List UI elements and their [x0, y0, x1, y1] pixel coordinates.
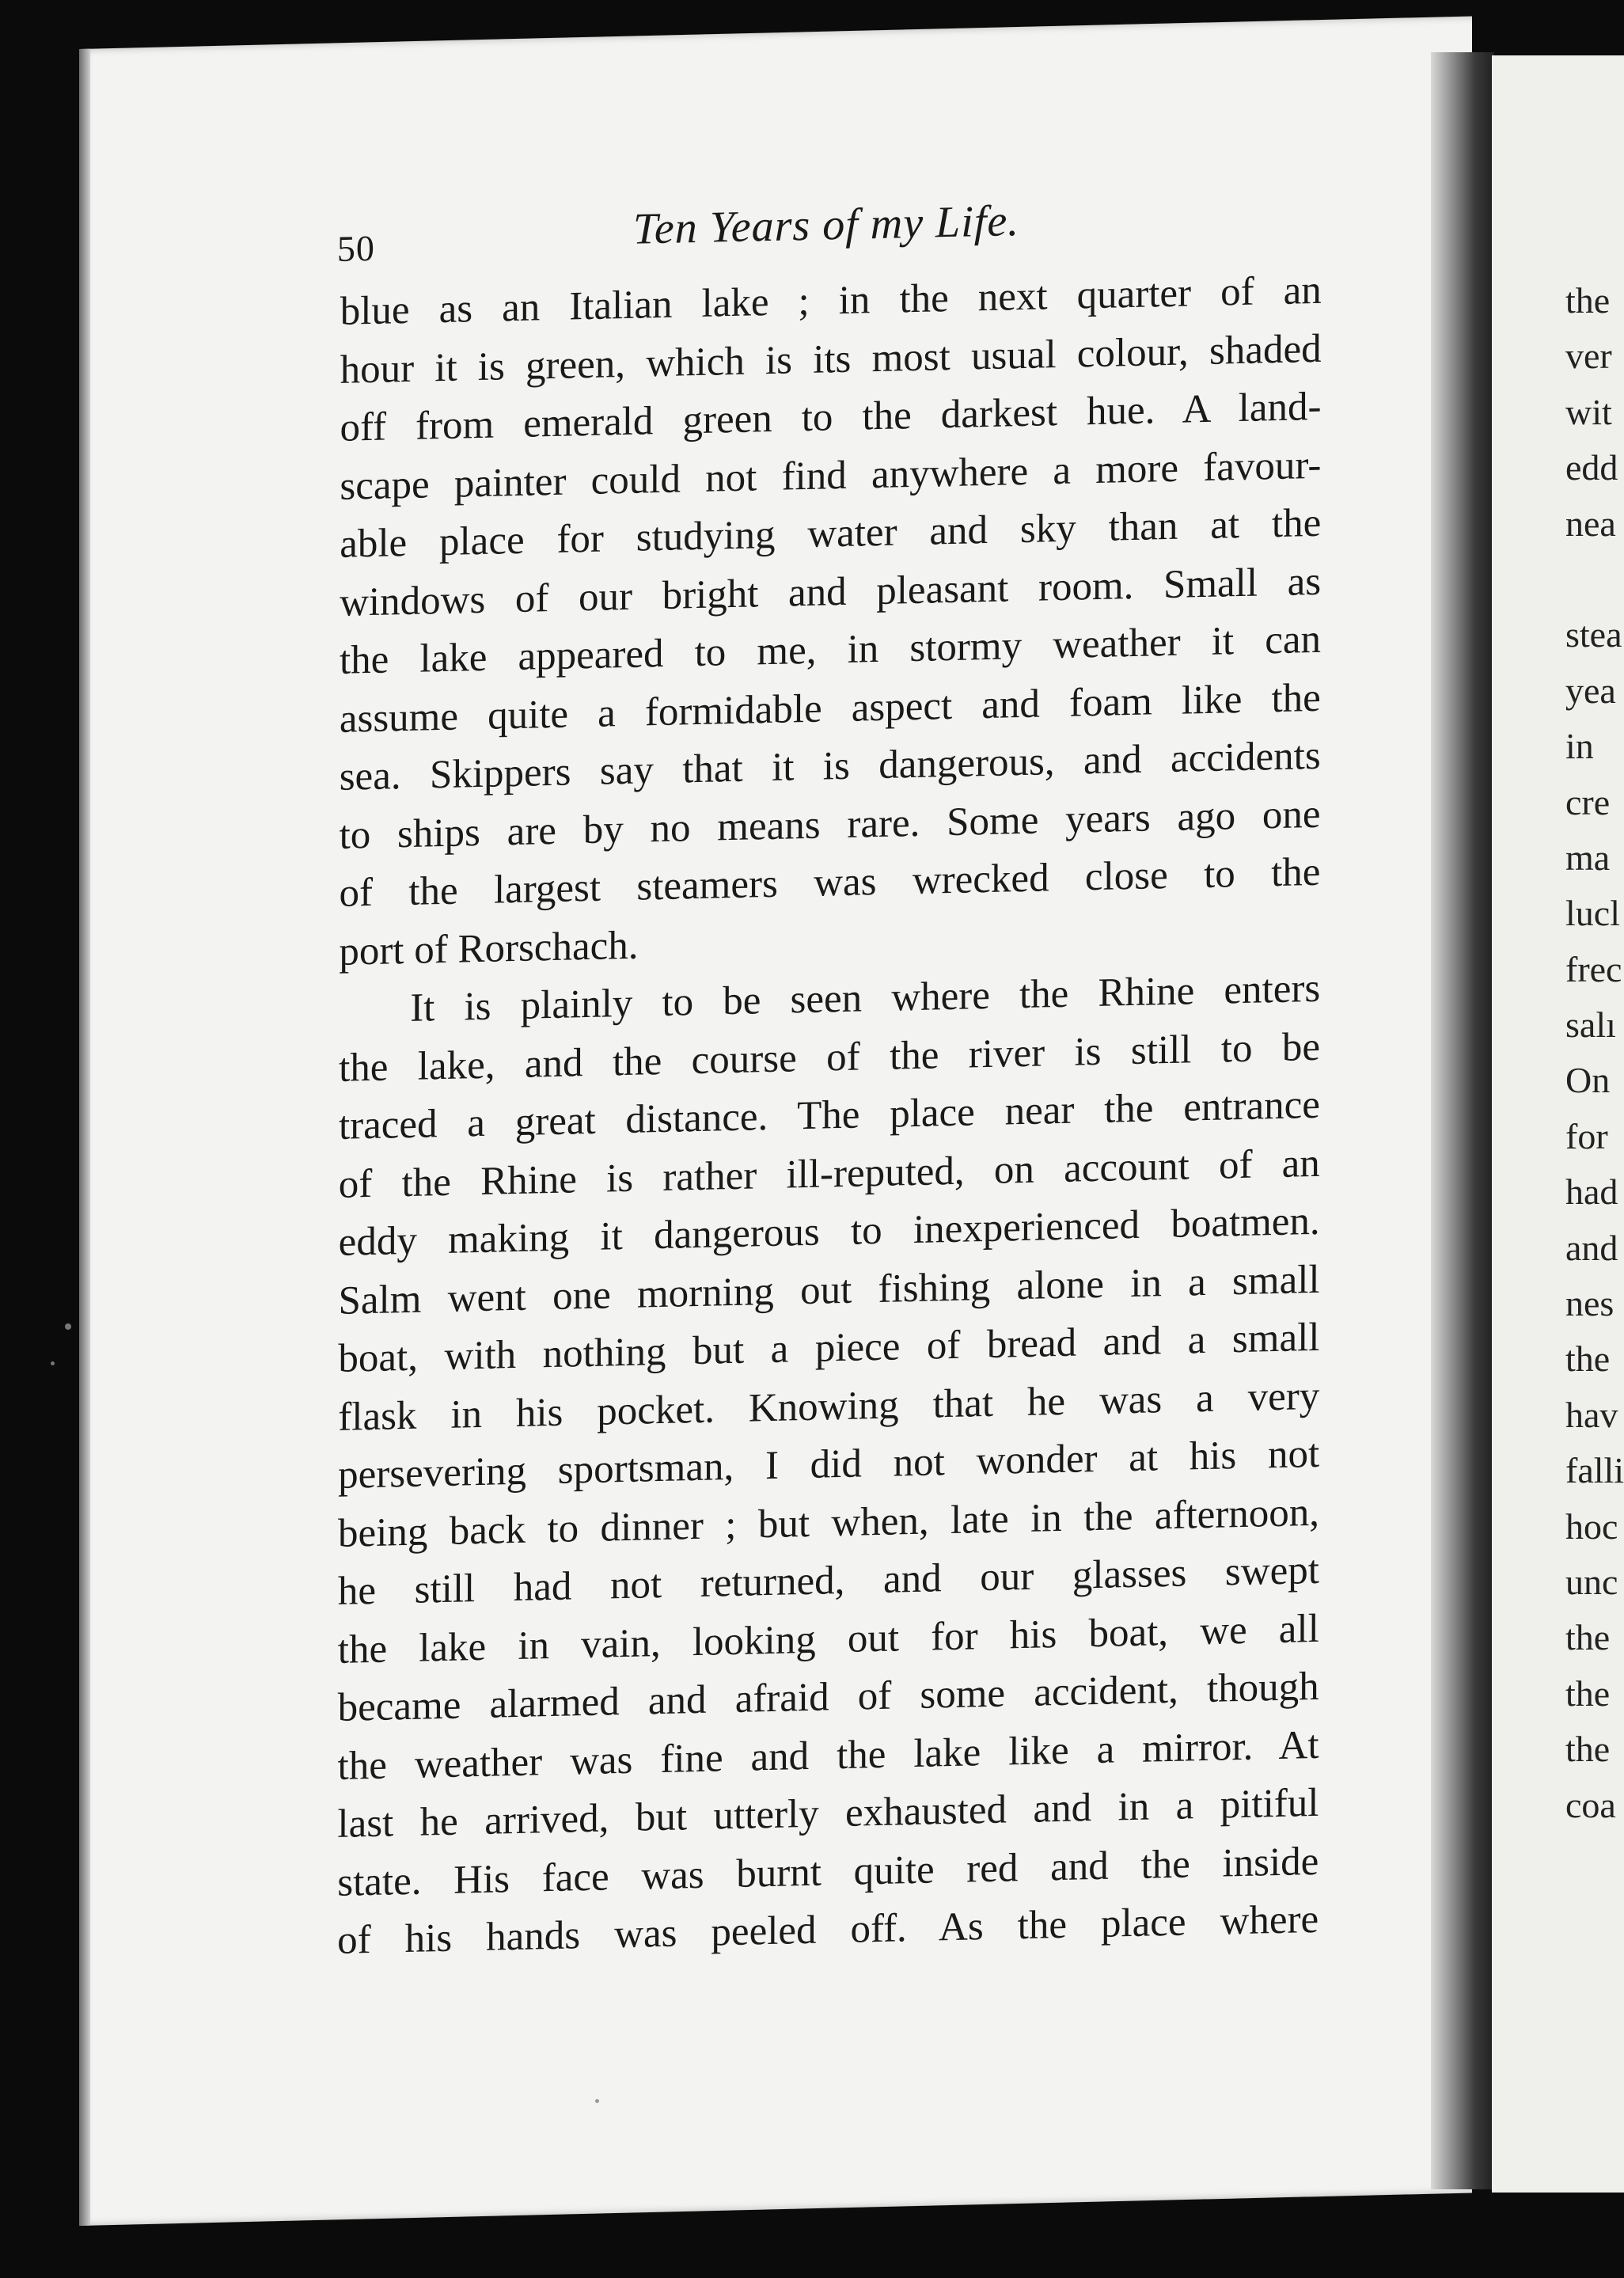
text-line: being back to dinner ; but when, late in the afternoon, [338, 1490, 1320, 1556]
text-line: flask in his pocket. Knowing that he was a very [338, 1373, 1320, 1440]
text-line: state. His face was burnt quite red and the inside [337, 1839, 1319, 1905]
fragment-line: lucl [1565, 893, 1620, 934]
text-line: of the largest steamers was wrecked close to the [339, 849, 1321, 916]
text-line: off from emerald green to the darkest hue. A land- [340, 384, 1322, 450]
fragment-line: cre [1565, 781, 1611, 822]
text-line: windows of our bright and pleasant room. Small as [340, 559, 1322, 625]
text-line: able place for studying water and sky than at the [340, 500, 1322, 567]
fragment-line: hav [1565, 1394, 1618, 1435]
text-line: blue as an Italian lake ; in the next quarter of an [340, 268, 1322, 334]
fragment-spacer [1565, 552, 1624, 607]
dust-speck [65, 1323, 71, 1330]
fragment-line: nes [1565, 1283, 1615, 1324]
fragment-line: ver [1565, 336, 1612, 377]
text-line: sea. Skippers say that it is dangerous, and accidents [339, 733, 1321, 799]
fragment-line: the [1565, 1617, 1611, 1658]
fragment-line: nea [1565, 503, 1616, 544]
paragraph-2 [258, 959, 1383, 1972]
fragment-line: the [1565, 1338, 1611, 1380]
text-line: hour it is green, which is its most usual colour, shaded [340, 326, 1322, 393]
fragment-line: in [1565, 726, 1594, 767]
fragment-line: On [1565, 1060, 1611, 1101]
fragment-line: yea [1565, 670, 1616, 711]
text-line: Salm went one morning out fishing alone in a small [338, 1257, 1320, 1323]
text-line: to ships are by no means rare. Some years ago one [339, 792, 1321, 858]
text-line: It is plainly to be seen where the Rhine enters [410, 966, 1321, 1031]
fragment-line: the [1565, 1729, 1611, 1770]
fragment-line: the [1565, 280, 1611, 321]
text-line: assume quite a formidable aspect and foam like the [339, 675, 1321, 742]
fragment-line: salı [1565, 1004, 1616, 1046]
text-line: last he arrived, but utterly exhausted and in a pitiful [337, 1780, 1319, 1847]
text-line: the lake, and the course of the river is still to be [339, 1024, 1321, 1091]
text-line: the weather was fine and the lake like a mirror. At [337, 1722, 1319, 1789]
text-line: scape painter could not find anywhere a more favour- [340, 442, 1322, 509]
left-page-text [258, 181, 1385, 1972]
fragment-line: falli [1565, 1450, 1624, 1491]
fragment-line: unc [1565, 1561, 1618, 1602]
text-line: became alarmed and afraid of some accident, though [337, 1664, 1319, 1730]
fragment-line: hoc [1565, 1505, 1618, 1547]
fragment-line: frec [1565, 948, 1622, 989]
text-line: he still had not returned, and our glasses swept [337, 1547, 1319, 1614]
book-gutter [1431, 52, 1494, 2189]
fragment-line: and [1565, 1227, 1618, 1268]
fragment-line: wit [1565, 391, 1612, 432]
page-number: 50 [336, 227, 375, 269]
fragment-line: stea [1565, 614, 1622, 655]
fragment-line: edd [1565, 447, 1618, 488]
text-line: traced a great distance. The place near the entrance [338, 1082, 1321, 1148]
text-line: the lake in vain, looking out for his boat, we all [337, 1606, 1319, 1672]
dust-speck [51, 1361, 55, 1365]
text-line: port of Rorschach. [339, 923, 639, 974]
right-page-fragments [1565, 273, 1624, 1833]
text-line: of his hands was peeled off. As the place where [337, 1896, 1319, 1963]
fragment-line: coa [1565, 1784, 1616, 1825]
fragment-line: had [1565, 1171, 1618, 1213]
fragment-line: the [1565, 1672, 1611, 1714]
fragment-line: ma [1565, 837, 1611, 878]
paragraph-1 [260, 260, 1385, 983]
text-line: of the Rhine is rather ill-reputed, on account of an [338, 1141, 1320, 1207]
dust-speck [595, 2099, 599, 2103]
text-line: the lake appeared to me, in stormy weather it can [339, 617, 1322, 683]
running-title: Ten Years of my Life. [632, 196, 1020, 254]
text-line: eddy making it dangerous to inexperienced boatmen. [338, 1198, 1320, 1265]
text-line: persevering sportsman, I did not wonder at his not [338, 1431, 1320, 1498]
fragment-line: for [1565, 1115, 1608, 1156]
text-line: boat, with nothing but a piece of bread and a small [338, 1315, 1320, 1381]
